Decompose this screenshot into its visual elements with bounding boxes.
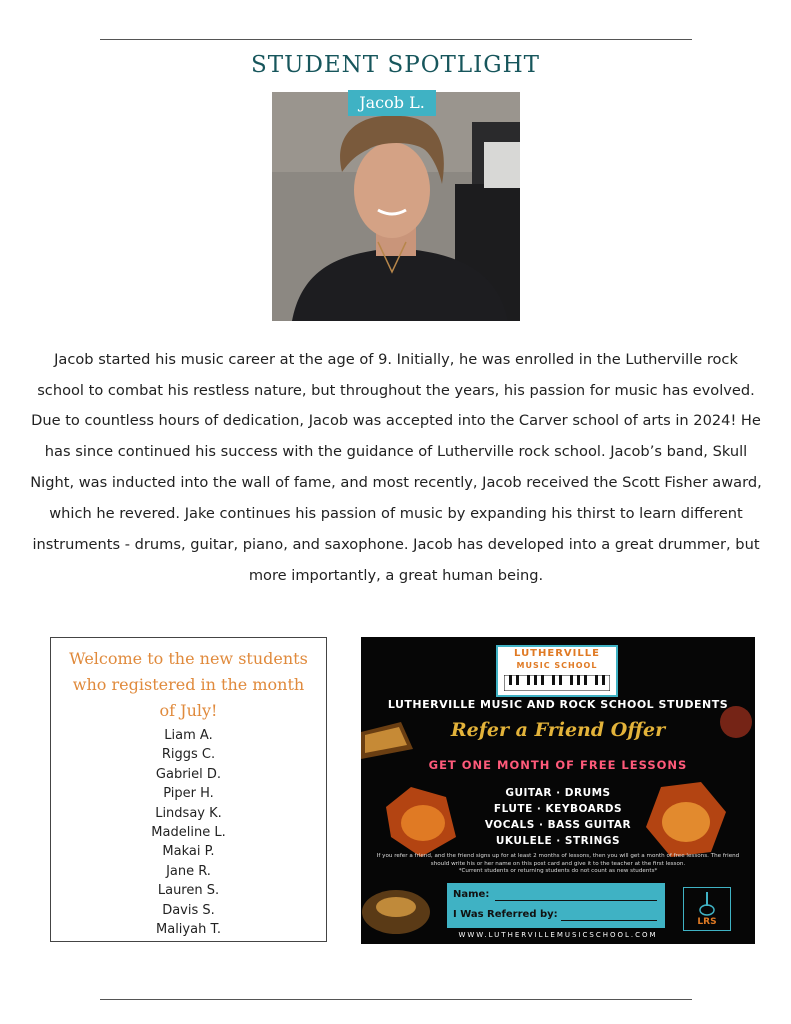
name-line [495, 900, 657, 901]
instrument-line: GUITAR · DRUMS [505, 787, 611, 799]
lutherville-music-school-logo [496, 645, 618, 697]
new-students-list [51, 726, 326, 939]
logo-text-bottom: MUSIC SCHOOL [516, 661, 598, 670]
flyer-website: WWW.LUTHERVILLEMUSICSCHOOL.COM [458, 931, 658, 939]
flyer-offer-title: Refer a Friend Offer [450, 719, 666, 741]
name-label: Name: [453, 889, 490, 900]
flyer-fine-print [369, 853, 747, 876]
flyer-free-lessons: GET ONE MONTH OF FREE LESSONS [428, 758, 688, 772]
list-item: Makai P. [162, 844, 215, 860]
list-item: Liam A. [164, 728, 213, 743]
referral-form [447, 883, 665, 928]
bottom-divider [100, 999, 692, 1000]
guitar-icon [684, 890, 730, 916]
fine-print-note: *Current students or returning students do not count as new students* [458, 868, 658, 874]
list-item: Jane R. [166, 863, 211, 879]
lrs-badge-text: LRS [697, 917, 717, 927]
list-item: Riggs C. [161, 747, 216, 763]
list-item: Davis S. [162, 902, 215, 918]
student-name-tag: Jacob L. [348, 90, 436, 116]
list-item: Lauren S. [157, 883, 220, 899]
flyer-headline: LUTHERVILLE MUSIC AND ROCK SCHOOL STUDENTS [387, 698, 729, 711]
list-item: Piper H. [163, 786, 214, 802]
welcome-heading: Welcome to the new students who registered in the month of July! [69, 649, 308, 720]
list-item: Madeline L. [151, 825, 226, 841]
piano-keys-icon [504, 675, 610, 691]
instrument-line: FLUTE · KEYBOARDS [493, 803, 623, 815]
student-bio: Jacob started his music career at the age of 9. Initially, he was enrolled in the Lutherville rock school to combat his restless nature, but throughout the years, his passion for music has evolved. Due to countless hours of dedication, Jacob was accepted into the Carver school of arts in 2024! He has since continued his success with the guidance of Lutherville rock school. Jacob’s band, Skull Night, was inducted into the wall of fame, and most recently, Jacob received the Scott Fisher award, which he revered. Jake continues his passion of music by expanding his thirst to learn different instruments - drums, guitar, piano, and saxophone. Jacob has developed into a great drummer, but more importantly, a great human being. [30, 350, 762, 584]
referred-by-line [561, 920, 657, 921]
list-item: Gabriel D. [155, 766, 222, 782]
list-item: Maliyah T. [156, 922, 221, 938]
welcome-panel [50, 637, 327, 942]
instrument-line: UKULELE · STRINGS [495, 835, 621, 847]
page-title: STUDENT SPOTLIGHT [250, 52, 541, 78]
fine-print-text: If you refer a friend, and the friend signs up for at least 2 months of lessons, then you will get a month of free lessons. The friend should write his or her name on this post card and give it to the teacher at the first lesson. [376, 853, 740, 867]
instrument-line: VOCALS · BASS GUITAR [484, 819, 632, 831]
lrs-badge [683, 887, 731, 931]
top-divider [100, 39, 692, 40]
list-item: Lindsay K. [155, 805, 222, 821]
referred-by-label: I Was Referred by: [453, 909, 558, 920]
logo-text-top: LUTHERVILLE [514, 648, 600, 659]
student-photo [272, 92, 520, 321]
flyer-instrument-list [361, 785, 755, 849]
referral-flyer [361, 637, 755, 944]
